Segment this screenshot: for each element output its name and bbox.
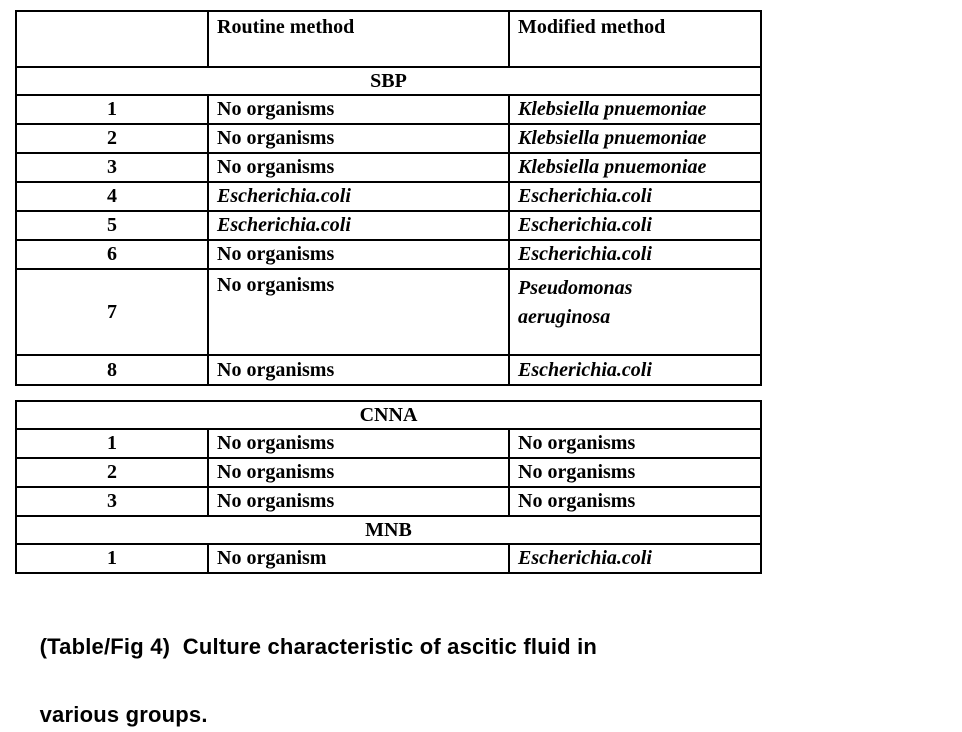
culture-table-sbp — [15, 10, 762, 386]
sample-number: 3 — [16, 153, 208, 182]
routine-result: No organisms — [208, 124, 509, 153]
routine-result: Escherichia.coli — [208, 211, 509, 240]
sample-number: 1 — [16, 544, 208, 573]
sample-number: 2 — [16, 458, 208, 487]
routine-result: No organisms — [208, 355, 509, 385]
section-row-cnna — [16, 401, 761, 429]
routine-result: No organisms — [208, 95, 509, 124]
table-header-row — [16, 11, 761, 67]
section-title-mnb: MNB — [16, 516, 761, 544]
sample-number: 8 — [16, 355, 208, 385]
modified-result: Klebsiella pnuemoniae — [509, 124, 761, 153]
table-row — [16, 429, 761, 458]
table-row — [16, 95, 761, 124]
table-row — [16, 240, 761, 269]
caption-line2: various groups. — [39, 702, 208, 727]
modified-result — [509, 269, 761, 355]
modified-result: Escherichia.coli — [509, 240, 761, 269]
table-row — [16, 182, 761, 211]
routine-result: No organisms — [208, 240, 509, 269]
section-title-sbp: SBP — [16, 67, 761, 95]
modified-result: No organisms — [509, 429, 761, 458]
modified-result: Escherichia.coli — [509, 182, 761, 211]
table-row — [16, 269, 761, 355]
empty-header-cell — [16, 11, 208, 67]
section-row-mnb — [16, 516, 761, 544]
sample-number: 2 — [16, 124, 208, 153]
sample-number: 7 — [16, 269, 208, 355]
table-row — [16, 544, 761, 573]
modified-result: Escherichia.coli — [509, 211, 761, 240]
modified-result: No organisms — [509, 458, 761, 487]
table-row — [16, 487, 761, 516]
table-row — [16, 355, 761, 385]
column-header-modified-method: Modified method — [509, 11, 761, 67]
sample-number: 4 — [16, 182, 208, 211]
culture-table-cnna-mnb — [15, 400, 762, 574]
modified-result: Klebsiella pnuemoniae — [509, 95, 761, 124]
modified-result: Klebsiella pnuemoniae — [509, 153, 761, 182]
routine-result: No organisms — [208, 153, 509, 182]
routine-result: No organisms — [208, 429, 509, 458]
table-row — [16, 211, 761, 240]
modified-result: Escherichia.coli — [509, 544, 761, 573]
section-row-sbp — [16, 67, 761, 95]
table-caption — [27, 596, 787, 732]
modified-result-line1: Pseudomonas — [518, 277, 633, 299]
routine-result: No organism — [208, 544, 509, 573]
sample-number: 3 — [16, 487, 208, 516]
sample-number: 1 — [16, 95, 208, 124]
routine-result: No organisms — [208, 269, 509, 355]
caption-line1: (Table/Fig 4) Culture characteristic of ascitic fluid in — [39, 634, 598, 659]
table-row — [16, 124, 761, 153]
modified-result-line2: aeruginosa — [518, 306, 611, 328]
sample-number: 6 — [16, 240, 208, 269]
routine-result: Escherichia.coli — [208, 182, 509, 211]
table-row — [16, 153, 761, 182]
section-title-cnna: CNNA — [16, 401, 761, 429]
table-row — [16, 458, 761, 487]
routine-result: No organisms — [208, 487, 509, 516]
sample-number: 5 — [16, 211, 208, 240]
sample-number: 1 — [16, 429, 208, 458]
column-header-routine-method: Routine method — [208, 11, 509, 67]
modified-result: Escherichia.coli — [509, 355, 761, 385]
routine-result: No organisms — [208, 458, 509, 487]
modified-result: No organisms — [509, 487, 761, 516]
